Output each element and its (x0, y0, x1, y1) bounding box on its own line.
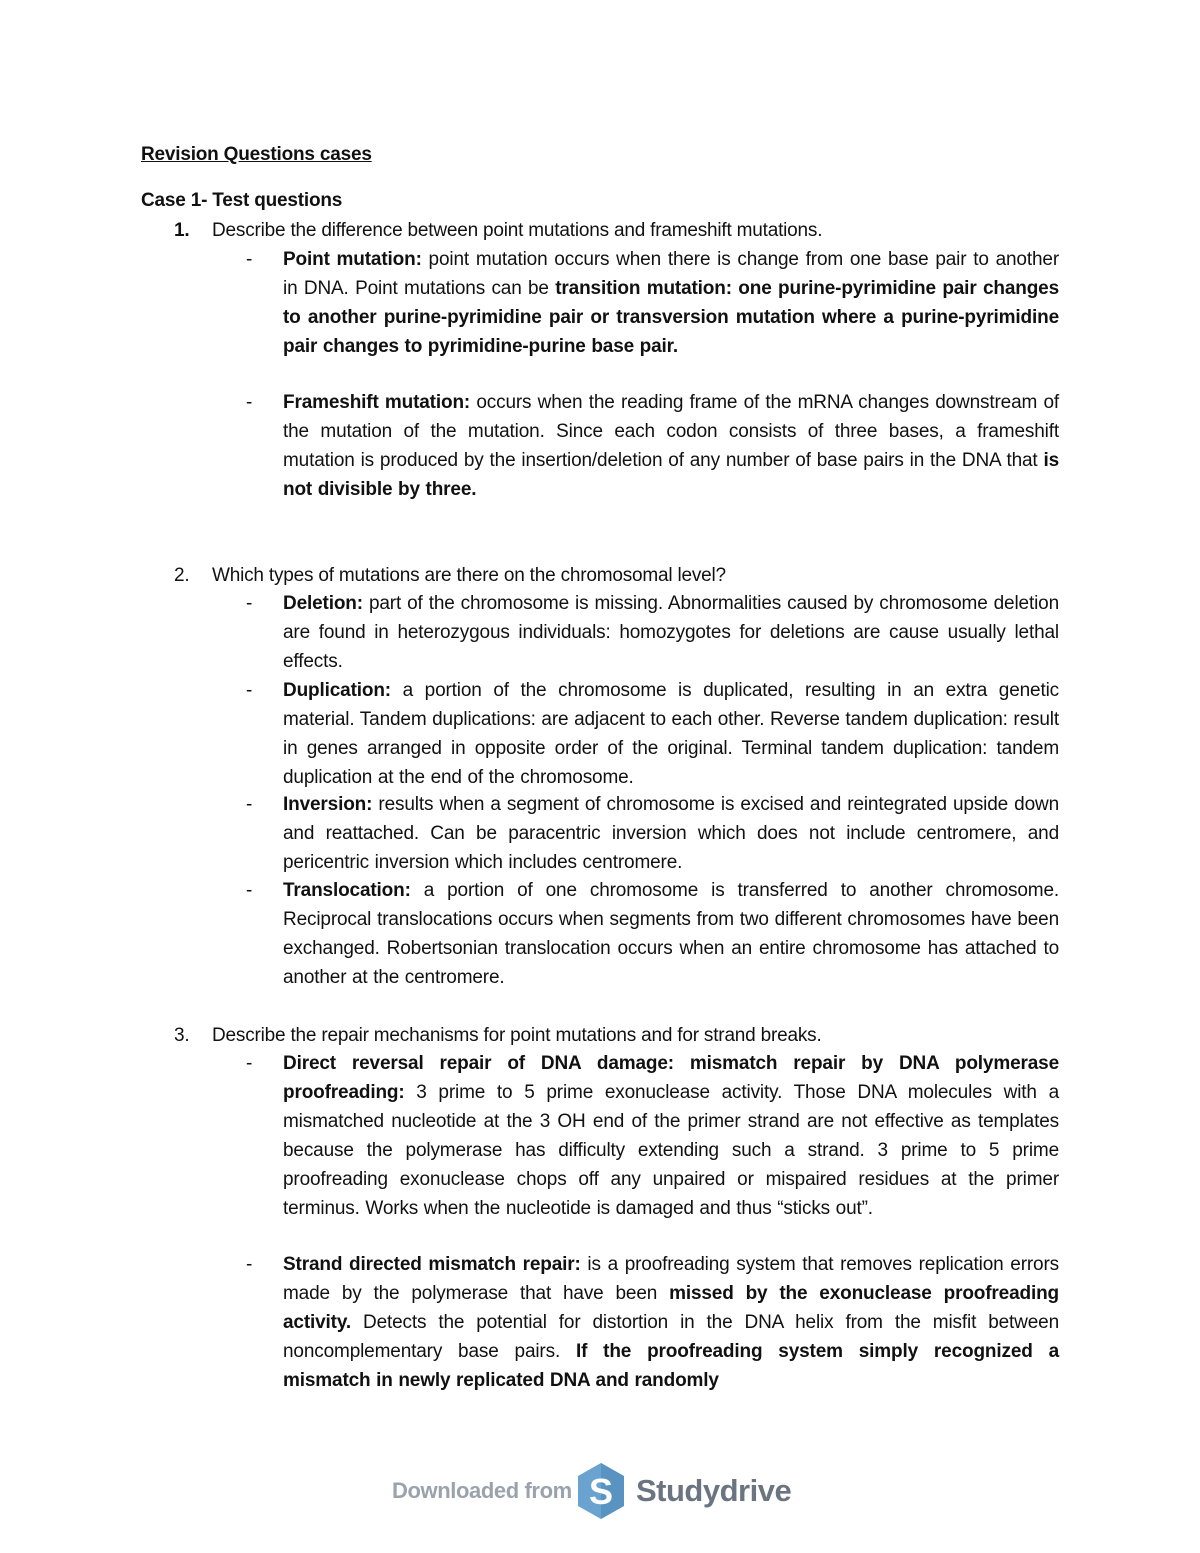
answer-body: is a proofreading system that removes replication errors made by the polymerase that have been (283, 1254, 1059, 1304)
dash-bullet: - (246, 392, 253, 413)
answer-term: Duplication: (283, 680, 391, 701)
case-title: Case 1- Test questions (141, 190, 343, 211)
answer-term: Inversion: (283, 794, 373, 815)
answer-term: Point mutation: (283, 249, 422, 270)
answer-term: Strand directed mismatch repair: (283, 1254, 581, 1275)
question-text: Which types of mutations are there on the chromosomal level? (212, 565, 726, 586)
answer-emphasis: transition mutation: one purine-pyrimidine pair changes to another purine-pyrimidine pair or transversion mutation where a purine-pyrimidine pair changes to pyrimidine-purine base pair. (283, 277, 1059, 357)
answer-body: results when a segment of chromosome is excised and reintegrated upside down and reattached. Can be paracentric inversion which does not include centromere, and pericentric inversion which includes centromere. (283, 794, 1059, 873)
dash-bullet: - (246, 1254, 253, 1275)
answer-text (283, 1251, 1059, 1396)
answer-text (283, 877, 1059, 993)
answer-body: Detects the potential for distortion in the DNA helix from the misfit between noncomplementary base pairs. (283, 1311, 1059, 1362)
studydrive-brand[interactable]: Studydrive (636, 1473, 792, 1508)
dash-bullet: - (246, 593, 253, 614)
answer-term: Translocation: (283, 880, 411, 901)
question-text: Describe the repair mechanisms for point mutations and for strand breaks. (212, 1025, 822, 1046)
answer-body: occurs when the reading frame of the mRNA changes downstream of the mutation of the mutation. Since each codon consists of three bases, a frameshift mutation is produced by the insertion/deletion of any number of base pairs in the DNA that (283, 392, 1059, 471)
question-3 (174, 1021, 1064, 1050)
document-title: Revision Questions cases (141, 144, 372, 165)
answer-body: a portion of one chromosome is transferred to another chromosome. Reciprocal translocations occurs when segments from two different chromosomes have been exchanged. Robertsonian translocation occurs when an entire chromosome has attached to another at the centromere. (283, 880, 1059, 988)
question-number: 3. (174, 1025, 190, 1046)
question-number: 2. (174, 565, 190, 586)
answer-term: Frameshift mutation: (283, 392, 471, 413)
dash-bullet: - (246, 880, 253, 901)
question-number: 1. (174, 220, 190, 241)
dash-bullet: - (246, 794, 253, 815)
answer-body: 3 prime to 5 prime exonuclease activity. Those DNA molecules with a mismatched nucleotide at the 3 OH end of the primer strand are not effective as templates because the polymerase has difficulty extending such a strand. 3 prime to 5 prime proofreading exonuclease chops off any unpaired or mispaired residues at the primer terminus. Works when the nucleotide is damaged and thus “sticks out”. (283, 1081, 1059, 1219)
dash-bullet: - (246, 249, 253, 270)
question-text: Describe the difference between point mutations and frameshift mutations. (212, 220, 823, 241)
answer-text (283, 590, 1059, 677)
answer-body: part of the chromosome is missing. Abnormalities caused by chromosome deletion are found in heterozygous individuals: homozygotes for deletions are cause usually lethal effects. (283, 593, 1059, 672)
answer-body: a portion of the chromosome is duplicated, resulting in an extra genetic material. Tandem duplications: are adjacent to each other. Reverse tandem duplication: result in genes arranged in opposite order of the original. Terminal tandem duplication: tandem duplication at the end of the chromosome. (283, 680, 1059, 788)
studydrive-logo-icon (576, 1462, 626, 1520)
answer-text (283, 677, 1059, 793)
question-1 (174, 216, 1064, 245)
answer-body: point mutation occurs when there is change from one base pair to another in DNA. Point mutations can be (283, 249, 1059, 299)
answer-emphasis: is not divisible by three. (283, 449, 1059, 500)
answer-text (283, 1050, 1059, 1223)
answer-term: Deletion: (283, 593, 363, 614)
answer-emphasis: If the proofreading system simply recognized a mismatch in newly replicated DNA and randomly (283, 1340, 1060, 1391)
studydrive-footer[interactable] (392, 1462, 812, 1520)
dash-bullet: - (246, 680, 253, 701)
answer-emphasis: missed by the exonuclease proofreading activity. (283, 1282, 1059, 1333)
dash-bullet: - (246, 1053, 253, 1074)
answer-term: Direct reversal repair of DNA damage: mismatch repair by DNA polymerase proofreading: (283, 1053, 1059, 1103)
answer-text (283, 389, 1059, 505)
answer-text (283, 791, 1059, 878)
logo-letter: S (588, 1471, 614, 1512)
downloaded-from-label: Downloaded from (392, 1478, 572, 1503)
answer-text (283, 246, 1059, 362)
question-2 (174, 561, 1064, 590)
